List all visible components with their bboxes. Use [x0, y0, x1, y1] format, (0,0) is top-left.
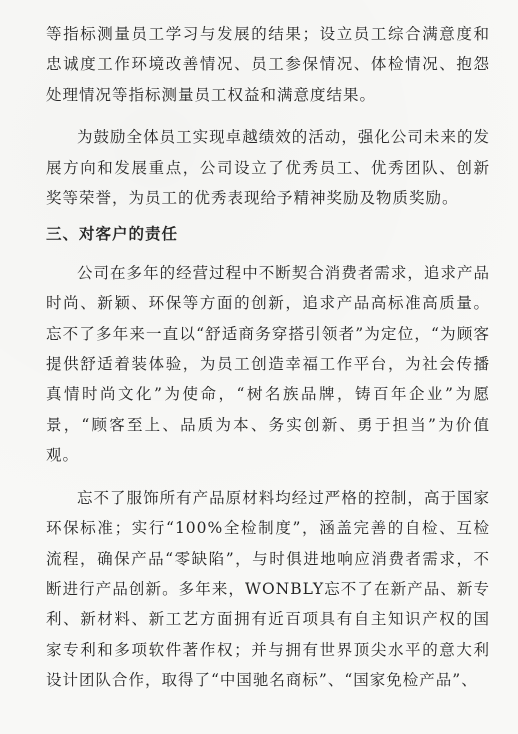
heading-spacer	[46, 250, 490, 258]
paragraph-spacer	[46, 471, 490, 483]
paragraph-employee-measures: 等指标测量员工学习与发展的结果；设立员工综合满意度和忠诚度工作环境改善情况、员工参保情况、体检情况、抱怨处理情况等指标测量员工权益和满意度结果。	[46, 25, 490, 104]
paragraph-customer-positioning: 公司在多年的经营过程中不断契合消费者需求，追求产品时尚、新颖、环保等方面的创新，追求产品高标准高质量。忘不了多年来一直以“舒适商务穿搭引领者”为定位，“为顾客提供舒适着装体验，为员工创造幸福工作平台，为社会传播真情时尚文化”为使命，“树名族品牌，铸百年企业”为愿景，“顾客至上、品质为本、务实创新、勇于担当”为价值观。	[46, 263, 490, 465]
paragraph-product-quality: 忘不了服饰所有产品原材料均经过严格的控制，高于国家环保标准；实行“100%全检制度”，涵盖完善的自检、互检流程，确保产品“零缺陷”，与时俱进地响应消费者需求，不断进行产品创新。多年来，WONBLY忘不了在新产品、新专利、新材料、新工艺方面拥有近百项具有自主知识产权的国家专利和多项软件著作权；并与拥有世界顶尖水平的意大利设计团队合作，取得了“中国驰名商标”、“国家免检产品”、	[46, 488, 490, 690]
paragraph-employee-awards: 为鼓励全体员工实现卓越绩效的活动，强化公司未来的发展方向和发展重点，公司设立了优秀员工、优秀团队、创新奖等荣誉，为员工的优秀表现给予精神奖励及物质奖励。	[46, 128, 490, 208]
paragraph-spacer	[46, 110, 490, 122]
section-heading-customer-responsibility: 三、对客户的责任	[46, 225, 179, 244]
